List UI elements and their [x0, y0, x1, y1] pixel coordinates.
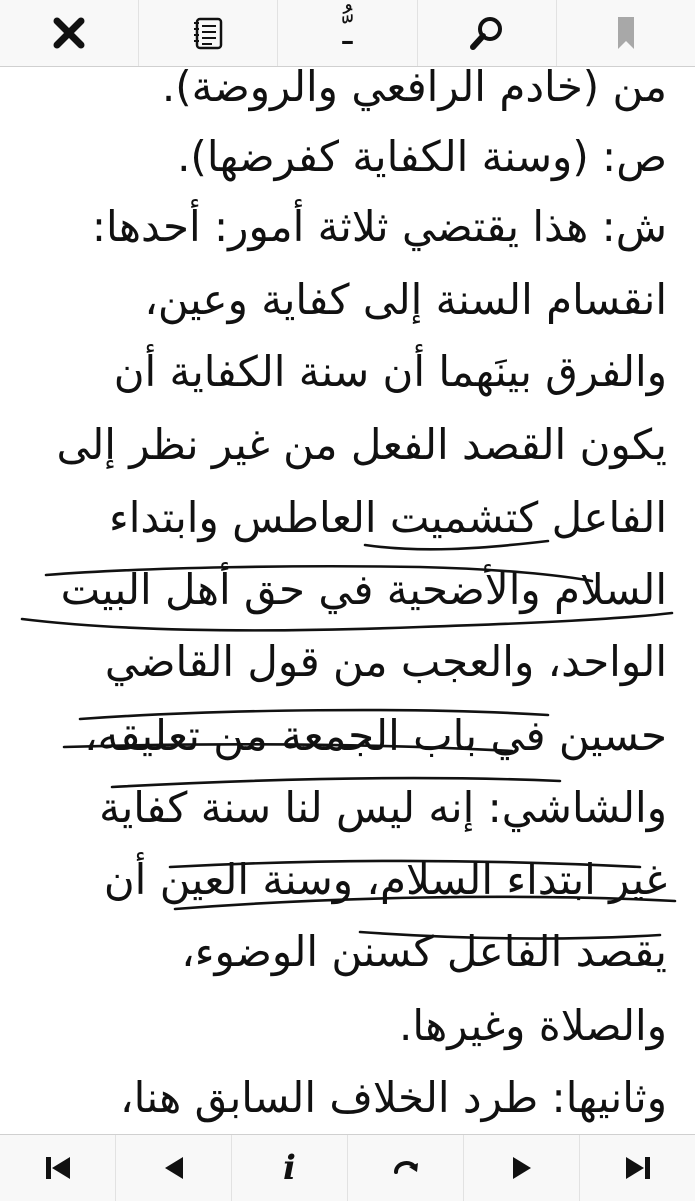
text-line: والصلاة وغيرها. — [399, 1001, 667, 1050]
bottom-toolbar — [0, 1134, 695, 1201]
first-page-icon — [40, 1150, 76, 1186]
harakat-icon: ـُّ — [342, 13, 353, 53]
goto-button[interactable] — [347, 1135, 463, 1201]
previous-page-icon — [156, 1150, 192, 1186]
book-page — [0, 67, 695, 1133]
text-line: حسين في باب الجمعة من تعليقه، — [84, 711, 667, 760]
text-line: انقسام السنة إلى كفاية وعين، — [144, 275, 667, 324]
last-page-button[interactable] — [579, 1135, 695, 1201]
text-line: السلام والأضحية في حق أهل البيت — [60, 565, 667, 614]
previous-page-button[interactable] — [115, 1135, 231, 1201]
next-page-button[interactable] — [463, 1135, 579, 1201]
top-toolbar — [0, 0, 695, 67]
text-line: الواحد، والعجب من قول القاضي — [104, 637, 667, 686]
text-line: غير ابتداء السلام، وسنة العين أن — [103, 855, 667, 904]
text-line: ص: (وسنة الكفاية كفرضها). — [177, 132, 667, 181]
text-line: والفرق بينَهما أن سنة الكفاية أن — [113, 347, 667, 396]
last-page-icon — [620, 1150, 656, 1186]
table-of-contents-icon — [188, 13, 228, 53]
text-line: من (خادم الرافعي والروضة). — [161, 67, 667, 111]
goto-icon — [388, 1150, 424, 1186]
text-line: ش: هذا يقتضي ثلاثة أمور: أحدها: — [91, 202, 667, 251]
text-line: يقصد الفاعل كسنن الوضوء، — [181, 927, 667, 976]
harakat-button[interactable] — [277, 0, 416, 66]
info-icon: i — [283, 1148, 296, 1188]
search-icon — [467, 13, 507, 53]
table-of-contents-button[interactable] — [138, 0, 277, 66]
close-icon — [49, 13, 89, 53]
bookmark-icon — [606, 13, 646, 53]
first-page-button[interactable] — [0, 1135, 115, 1201]
text-line: الفاعل كتشميت العاطس وابتداء — [108, 493, 667, 542]
next-page-icon — [504, 1150, 540, 1186]
search-button[interactable] — [417, 0, 556, 66]
bookmark-button[interactable] — [556, 0, 695, 66]
info-button[interactable] — [231, 1135, 347, 1201]
close-button[interactable] — [0, 0, 138, 66]
text-line: والشاشي: إنه ليس لنا سنة كفاية — [99, 783, 667, 832]
text-line: وثانيها: طرد الخلاف السابق هنا، — [120, 1073, 667, 1122]
text-line: يكون القصد الفعل من غير نظر إلى — [56, 420, 667, 469]
